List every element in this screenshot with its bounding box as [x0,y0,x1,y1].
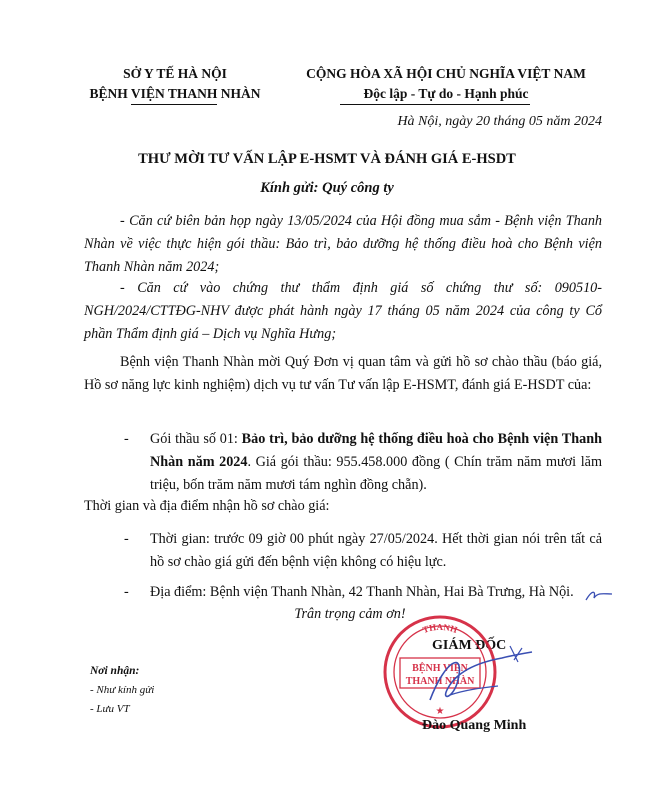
basis-text: Căn cứ biên bản họp ngày 13/05/2024 của Hội đồng mua sắm - Bệnh viện Thanh Nhàn về việc thực hiện gói thầu: Bảo trì, bảo dưỡng hệ thống điều hoà cho Bệnh viện Thanh Nhàn năm 2024; [84,213,603,275]
org-department: SỞ Y TẾ HÀ NỘI [123,66,227,81]
address-text: Địa điểm: Bệnh viện Thanh Nhàn, 42 Thanh Nhàn, Hai Bà Trưng, Hà Nội. [150,584,574,600]
signer-name: Đào Quang Minh [422,718,527,733]
closing-line: Trân trọng cảm ơn! [294,606,406,622]
stamp-top-text: THANH [421,621,459,635]
motto-underline [340,104,530,105]
stamp-line1: BỆNH VIỆN [412,663,468,674]
nation-header [296,64,596,104]
org-underline [131,104,217,105]
salutation: Kính gửi: Quý công ty [260,180,394,196]
date-line: Hà Nội, ngày 20 tháng 05 năm 2024 [397,114,602,129]
basis-item [84,277,602,346]
signature-title: GIÁM ĐỐC [432,638,507,653]
nation-name: CỘNG HÒA XÃ HỘI CHỦ NGHĨA VIỆT NAM [306,66,586,81]
basis-item [84,210,602,279]
invite-paragraph: Bệnh viện Thanh Nhàn mời Quý Đơn vị quan tâm và gửi hồ sơ chào thầu (báo giá, Hồ sơ năng lực kinh nghiệm) dịch vụ tư vấn Tư vấn lập E-HSMT, đánh giá E-HSDT của: [84,354,602,393]
org-header [70,64,280,104]
recipients-heading: Nơi nhận: [90,665,140,677]
basis-dash: - [120,213,125,229]
stamp-star-icon: ★ [435,706,445,717]
document-title: THƯ MỜI TƯ VẤN LẬP E-HSMT VÀ ĐÁNH GIÁ E-HSDT [138,151,516,167]
basis-dash: - [120,280,125,296]
initial-mark [584,588,614,604]
package-price: . Giá gói thầu: 955.458.000 đồng ( Chín trăm năm mươi lăm triệu, bốn trăm năm mươi tám nghìn đồng chẵn). [150,454,602,493]
package-prefix: Gói thầu số 01: [150,431,242,447]
handwritten-signature [410,640,540,720]
recipient-item: - Như kính gửi [90,684,155,696]
basis-text: Căn cứ vào chứng thư thẩm định giá số chứng thư số: 090510-NGH/2024/CTTĐG-NHV được phát hành ngày 17 tháng 05 năm 2024 của công ty Cổ phần Thẩm định giá – Dịch vụ Nghĩa Hưng; [84,280,603,342]
stamp-line2: THANH NHÀN [405,676,475,687]
deadline-text: Thời gian: trước 09 giờ 00 phút ngày 27/05/2024. Hết thời gian nói trên tất cả hồ sơ chào giá gửi đến bệnh viện không có hiệu lực. [150,531,602,570]
recipients-block [90,662,230,719]
recipient-item: - Lưu VT [90,703,130,715]
org-hospital: BỆNH VIỆN THANH NHÀN [89,86,261,101]
time-bullet: - [124,531,129,547]
place-bullet: - [124,584,129,600]
time-place-heading: Thời gian và địa điểm nhận hồ sơ chào giá: [84,498,330,514]
package-item [150,428,602,497]
package-name: Bảo trì, bảo dưỡng hệ thống điều hoà cho Bệnh viện Thanh Nhàn năm 2024 [150,431,602,470]
nation-motto: Độc lập - Tự do - Hạnh phúc [363,86,529,101]
package-bullet: - [124,431,129,447]
